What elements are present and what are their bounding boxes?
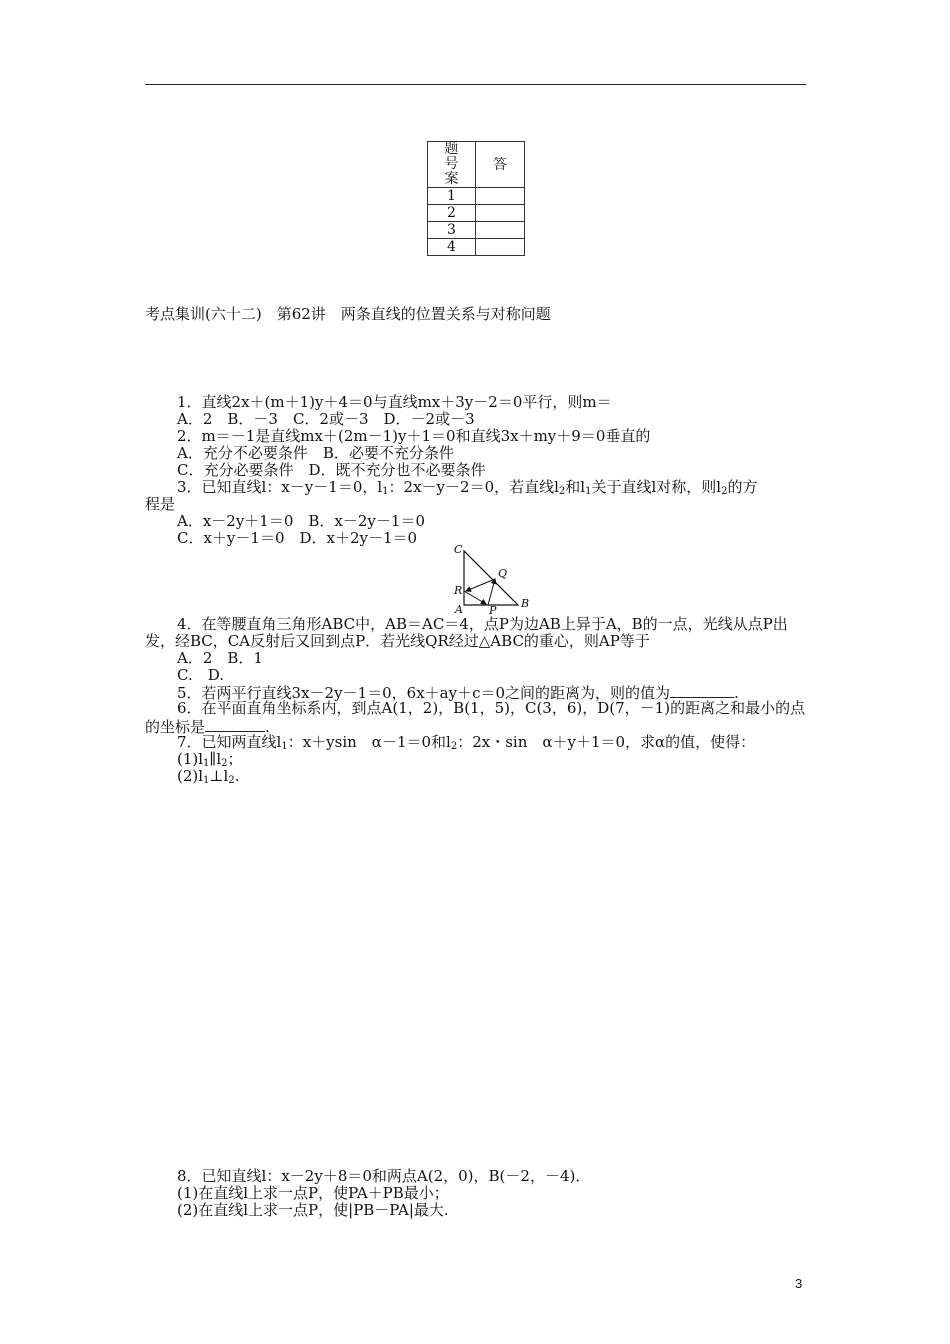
q4-stem-line1: 4．在等腰直角三角形ABC中，AB＝AC＝4，点P为边AB上异于A，B的一点，光线从点P出 bbox=[177, 615, 788, 633]
q8-part1: (1)在直线l上求一点P，使PA＋PB最小； bbox=[177, 1184, 449, 1202]
label-q: Q bbox=[498, 567, 508, 580]
q6-stem-line1: 6．在平面直角坐标系内，到点A(1，2)，B(1，5)，C(3，6)，D(7，－1)的距离之和最小的点 bbox=[177, 699, 806, 717]
q3-stem-line2: 程是 bbox=[145, 495, 176, 513]
answer-table-row-number: 1 bbox=[428, 188, 476, 205]
answer-table-row-number: 2 bbox=[428, 205, 476, 222]
q6-stem-line2: 的坐标是 . bbox=[145, 718, 270, 736]
answer-cell[interactable] bbox=[476, 222, 525, 239]
q4-stem-line2: 发，经BC，CA反射后又回到点P．若光线QR经过△ABC的重心，则AP等于 bbox=[145, 632, 650, 650]
page-number: 3 bbox=[795, 1276, 803, 1291]
q3-stem-line1: 3．已知直线l：x－y－1＝0，$l_1$：2x－y－2＝0，若直线$l_2$和$l_1$关于直线l对称，则$l_2$的方 bbox=[177, 478, 758, 497]
q7-part2: $(2)l_1\perp l_2$. bbox=[177, 767, 240, 786]
q8-part2: (2)在直线l上求一点P，使|PB－PA|最大. bbox=[177, 1201, 449, 1219]
q8-stem: 8．已知直线l：x－2y＋8＝0和两点A(2，0)，B(－2，－4)． bbox=[177, 1167, 591, 1185]
q5-answer-blank[interactable] bbox=[670, 683, 734, 698]
label-a: A bbox=[455, 603, 463, 615]
label-c: C bbox=[454, 543, 463, 556]
answer-table-row-number: 4 bbox=[428, 239, 476, 256]
q3-options-b: C．x＋y－1＝0 D．x＋2y－1＝0 bbox=[177, 529, 418, 547]
q2-options-b: C．充分必要条件 D．既不充分也不必要条件 bbox=[177, 461, 486, 479]
answer-cell[interactable] bbox=[476, 239, 525, 256]
answer-table bbox=[427, 141, 525, 256]
q4-options-a: A．2 B．1 bbox=[177, 649, 263, 667]
label-p: P bbox=[489, 604, 497, 615]
answer-table-header-answer: 答 bbox=[476, 142, 525, 188]
q7-stem: 7．已知两直线$l_1$：x＋ysin α－1＝0和$l_2$：2x・sin α＋y＋1＝0，求α的值，使得： bbox=[177, 733, 756, 752]
answer-table-row-number: 3 bbox=[428, 222, 476, 239]
section-title: 考点集训(六十二) 第62讲 两条直线的位置关系与对称问题 bbox=[145, 305, 551, 323]
label-b: B bbox=[521, 597, 530, 610]
answer-cell[interactable] bbox=[476, 188, 525, 205]
q6-answer-blank[interactable] bbox=[205, 717, 265, 732]
q2-options-a: A．充分不必要条件 B．必要不充分条件 bbox=[177, 444, 454, 462]
answer-table-header-number: 题 号 案 bbox=[428, 142, 476, 188]
q7-part1: $(1)l_1\parallel l_2$； bbox=[177, 750, 243, 769]
q5-stem: 5．若两平行直线3x－2y－1＝0，6x＋ay＋c＝0之间的距离为，则的值为 . bbox=[177, 684, 739, 702]
answer-cell[interactable] bbox=[476, 205, 525, 222]
q1-options: A．2 B．－3 C．2或－3 D．－2或－3 bbox=[177, 410, 475, 428]
label-r: R bbox=[454, 584, 463, 597]
q1-stem: 1．直线2x＋(m＋1)y＋4＝0与直线mx＋3y－2＝0平行，则m＝ bbox=[177, 393, 612, 411]
triangle-figure bbox=[450, 541, 540, 615]
q4-options-b: C. D. bbox=[177, 666, 224, 684]
header-rule bbox=[145, 84, 806, 85]
q3-options-a: A．x－2y＋1＝0 B．x－2y－1＝0 bbox=[177, 512, 425, 530]
q2-stem: 2．m＝－1是直线mx＋(2m－1)y＋1＝0和直线3x＋my＋9＝0垂直的 bbox=[177, 427, 651, 445]
